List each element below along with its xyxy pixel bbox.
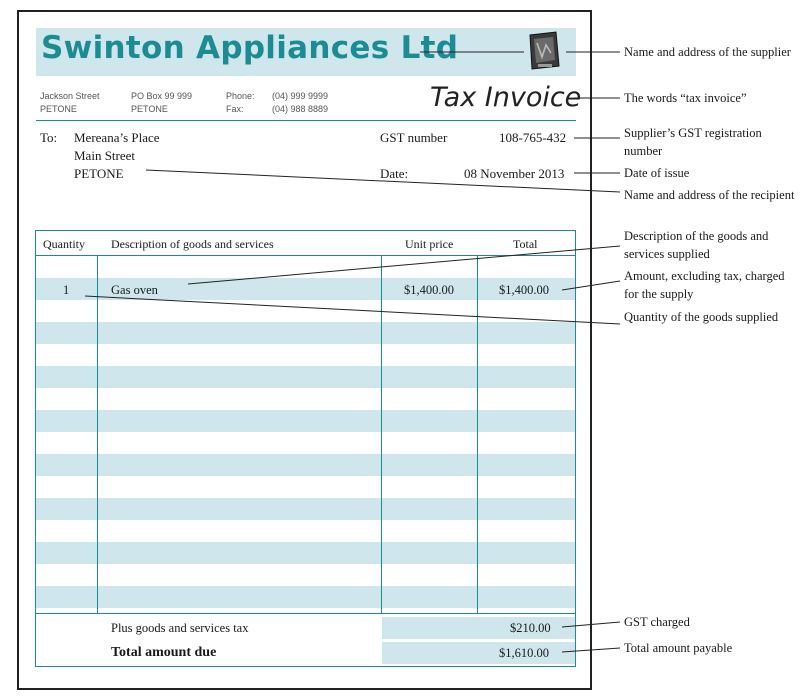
fax-label: Fax: bbox=[226, 104, 244, 114]
note-gst-number: Supplier’s GST registration number bbox=[624, 126, 762, 158]
to-label: To: bbox=[40, 130, 58, 145]
note-total-payable: Total amount payable bbox=[624, 641, 733, 655]
due-total-value: $1,610.00 bbox=[499, 646, 549, 660]
supplier-po-box: PO Box 99 999 bbox=[131, 91, 193, 101]
document-title: Tax Invoice bbox=[430, 82, 582, 113]
gst-number-value: 108-765-432 bbox=[499, 130, 567, 145]
note-quantity: Quantity of the goods supplied bbox=[624, 310, 779, 324]
supplier-city: PETONE bbox=[40, 104, 77, 114]
gst-total-value: $210.00 bbox=[510, 621, 551, 635]
recipient-city: PETONE bbox=[74, 166, 124, 181]
date-value: 08 November 2013 bbox=[464, 166, 565, 181]
fax-value: (04) 988 8889 bbox=[272, 104, 329, 114]
gst-total-label: Plus goods and services tax bbox=[111, 621, 249, 635]
row-total: $1,400.00 bbox=[499, 283, 549, 297]
note-description: Description of the goods and services supplied bbox=[624, 229, 769, 261]
recipient-street: Main Street bbox=[74, 148, 136, 163]
note-amount: Amount, excluding tax, charged for the supply bbox=[624, 269, 785, 301]
row-description: Gas oven bbox=[111, 283, 158, 297]
gst-number-label: GST number bbox=[380, 130, 448, 145]
note-recipient: Name and address of the recipient bbox=[624, 188, 795, 202]
note-date: Date of issue bbox=[624, 166, 690, 180]
note-gst-charged: GST charged bbox=[624, 615, 690, 629]
header-quantity: Quantity bbox=[43, 237, 85, 251]
header-unit-price: Unit price bbox=[405, 237, 454, 251]
due-total-label: Total amount due bbox=[111, 645, 217, 660]
row-unit-price: $1,400.00 bbox=[404, 283, 454, 297]
row-quantity: 1 bbox=[63, 283, 70, 297]
header-total: Total bbox=[513, 237, 538, 251]
phone-label: Phone: bbox=[226, 91, 255, 101]
supplier-po-city: PETONE bbox=[131, 104, 168, 114]
date-label: Date: bbox=[380, 166, 409, 181]
note-supplier: Name and address of the supplier bbox=[624, 45, 791, 59]
recipient-name: Mereana’s Place bbox=[74, 130, 160, 145]
header-description: Description of goods and services bbox=[111, 237, 274, 251]
supplier-street: Jackson Street bbox=[40, 91, 100, 101]
company-name: Swinton Appliances Ltd bbox=[41, 30, 459, 66]
phone-value: (04) 999 9999 bbox=[272, 91, 329, 101]
note-tax-invoice: The words “tax invoice” bbox=[624, 91, 747, 105]
